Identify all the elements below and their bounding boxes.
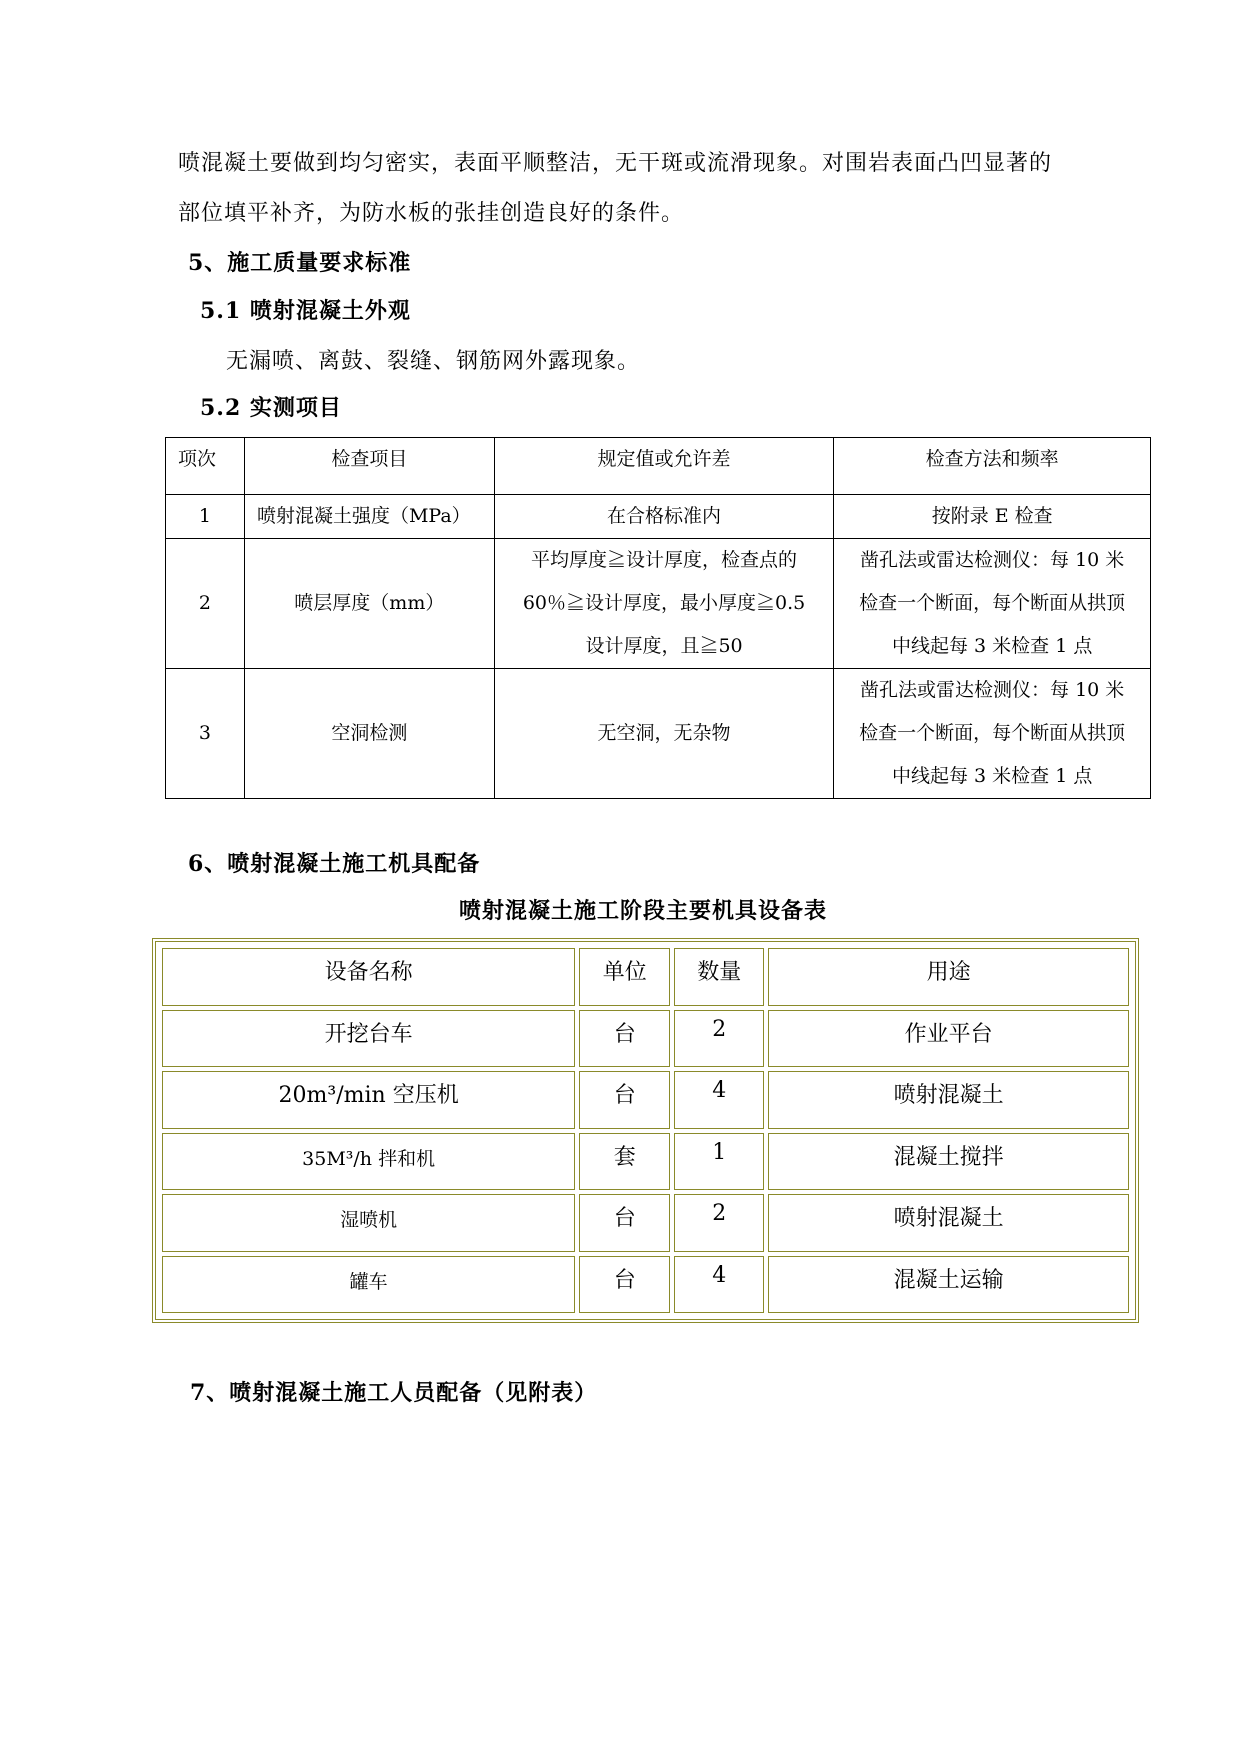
method-line: 中线起每 3 米检查 1 点 xyxy=(892,635,1093,657)
header-item: 检查项目 xyxy=(244,438,494,495)
header-name: 设备名称 xyxy=(162,948,575,1006)
intro-line-1: 喷混凝土要做到均匀密实，表面平顺整洁，无干斑或流滑现象。对围岩表面凸凹显著的 xyxy=(178,151,1053,176)
equipment-name: 开挖台车 xyxy=(162,1010,575,1068)
equipment-name: 湿喷机 xyxy=(162,1194,575,1252)
equipment-row xyxy=(162,1256,1129,1314)
equipment-qty: 2 xyxy=(674,1010,764,1068)
row-method xyxy=(834,539,1151,669)
section-5-1-heading: 5.1 喷射混凝土外观 xyxy=(200,298,411,324)
method-line: 检查一个断面，每个断面从拱顶 xyxy=(859,592,1126,614)
row-item: 空洞检测 xyxy=(244,669,494,799)
equipment-unit: 台 xyxy=(579,1256,670,1314)
equipment-unit: 台 xyxy=(579,1194,670,1252)
method-line: 按附录 E 检查 xyxy=(931,505,1053,527)
table-row xyxy=(166,669,1151,799)
header-no: 项次 xyxy=(166,438,245,495)
row-value xyxy=(494,495,834,539)
row-item: 喷层厚度（mm） xyxy=(244,539,494,669)
inspection-table xyxy=(165,437,1151,799)
equipment-use: 喷射混凝土 xyxy=(768,1194,1129,1252)
value-line: 无空洞，无杂物 xyxy=(597,722,731,744)
equipment-qty: 4 xyxy=(674,1256,764,1314)
row-method xyxy=(834,495,1151,539)
equipment-qty: 1 xyxy=(674,1133,764,1191)
equipment-use: 作业平台 xyxy=(768,1010,1129,1068)
method-line: 中线起每 3 米检查 1 点 xyxy=(892,765,1093,787)
intro-line-2: 部位填平补齐，为防水板的张挂创造良好的条件。 xyxy=(178,201,685,226)
method-line: 凿孔法或雷达检测仪：每 10 米 xyxy=(860,679,1125,701)
table-header-row xyxy=(166,438,1151,495)
equipment-name: 20m³/min 空压机 xyxy=(162,1071,575,1129)
row-no: 3 xyxy=(166,669,245,799)
value-line: 平均厚度≧设计厚度，检查点的 xyxy=(531,549,798,571)
equipment-unit: 台 xyxy=(579,1010,670,1068)
table-row xyxy=(166,495,1151,539)
value-line: 在合格标准内 xyxy=(607,505,722,527)
value-line: 60％≧设计厚度，最小厚度≧0.5 xyxy=(522,592,806,614)
equipment-use: 喷射混凝土 xyxy=(768,1071,1129,1129)
equipment-row xyxy=(162,1194,1129,1252)
equipment-table-frame xyxy=(152,938,1139,1323)
equipment-table xyxy=(158,944,1133,1317)
header-unit: 单位 xyxy=(579,948,670,1006)
row-value xyxy=(494,539,834,669)
equipment-header-row xyxy=(162,948,1129,1006)
section-6-heading: 6、喷射混凝土施工机具配备 xyxy=(188,851,481,877)
section-5-1-text: 无漏喷、离鼓、裂缝、钢筋网外露现象。 xyxy=(226,349,641,374)
equipment-use: 混凝土运输 xyxy=(768,1256,1129,1314)
section-5-heading: 5、施工质量要求标准 xyxy=(188,250,412,276)
equipment-name: 罐车 xyxy=(162,1256,575,1314)
equipment-qty: 2 xyxy=(674,1194,764,1252)
equipment-name: 35M³/h 拌和机 xyxy=(162,1133,575,1191)
section-5-2-heading: 5.2 实测项目 xyxy=(200,395,342,421)
equipment-unit: 套 xyxy=(579,1133,670,1191)
equipment-qty: 4 xyxy=(674,1071,764,1129)
row-no: 1 xyxy=(166,495,245,539)
equipment-row xyxy=(162,1071,1129,1129)
equipment-row xyxy=(162,1010,1129,1068)
equipment-unit: 台 xyxy=(579,1071,670,1129)
header-use: 用途 xyxy=(768,948,1129,1006)
row-value xyxy=(494,669,834,799)
row-method xyxy=(834,669,1151,799)
equipment-use: 混凝土搅拌 xyxy=(768,1133,1129,1191)
value-line: 设计厚度，且≧50 xyxy=(585,635,743,657)
equipment-row xyxy=(162,1133,1129,1191)
header-value: 规定值或允许差 xyxy=(494,438,834,495)
row-no: 2 xyxy=(166,539,245,669)
header-method: 检查方法和频率 xyxy=(834,438,1151,495)
header-qty: 数量 xyxy=(674,948,764,1006)
section-7-heading: 7、喷射混凝土施工人员配备（见附表） xyxy=(190,1380,598,1406)
table-row xyxy=(166,539,1151,669)
method-line: 检查一个断面，每个断面从拱顶 xyxy=(859,722,1126,744)
row-item: 喷射混凝土强度（MPa） xyxy=(244,495,494,539)
equipment-table-title: 喷射混凝土施工阶段主要机具设备表 xyxy=(458,898,827,924)
method-line: 凿孔法或雷达检测仪：每 10 米 xyxy=(860,549,1125,571)
